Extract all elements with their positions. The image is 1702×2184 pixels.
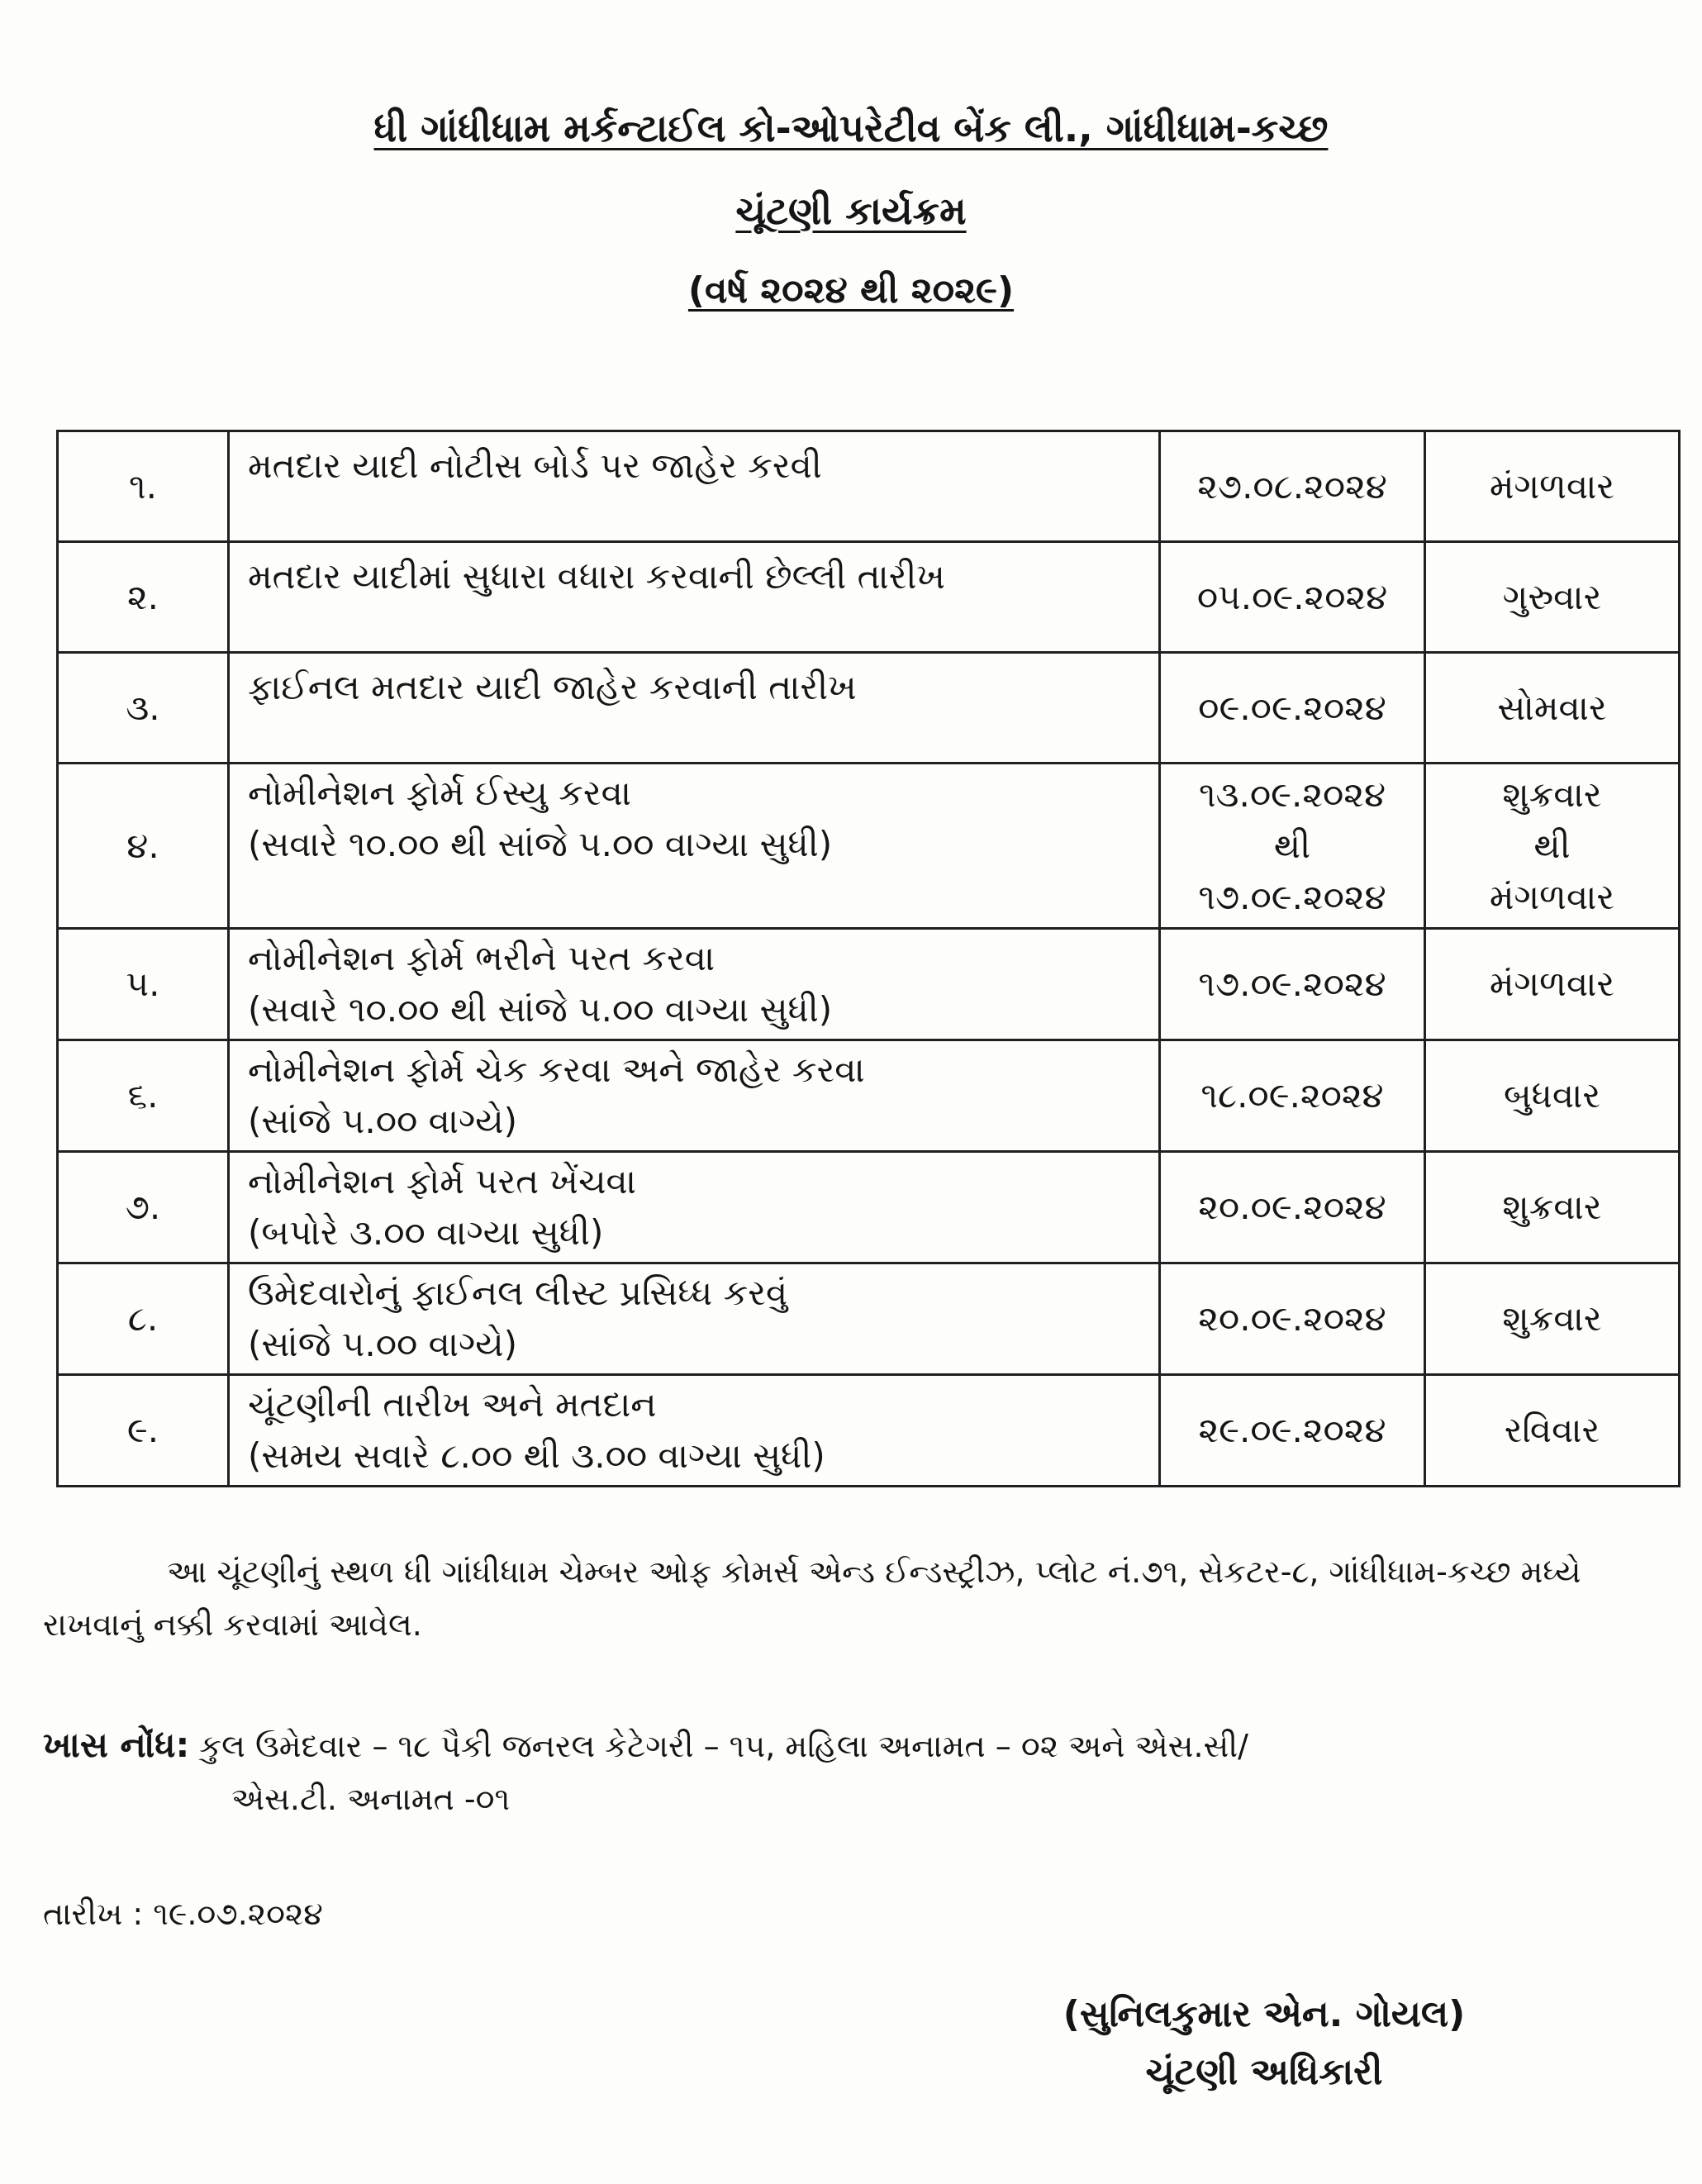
row-date: [1160, 653, 1425, 764]
special-note: [43, 1719, 1662, 1825]
row-number: ૫.: [58, 929, 229, 1040]
description-line: નોમીનેશન ફોર્મ ઈસ્યુ કરવા: [248, 773, 632, 813]
table-row: [58, 431, 1680, 542]
note-line-1: કુલ ઉમેદવાર – ૧૮ પૈકી જનરલ કેટેગરી – ૧૫, મહિલા અનામત – ૦૨ અને એસ.સી/: [189, 1728, 1248, 1764]
description-time: (સાંજે ૫.૦૦ વાગ્યે): [248, 1101, 517, 1141]
description-line: ચૂંટણીની તારીખ અને મતદાન: [248, 1384, 657, 1425]
row-number: ૨.: [58, 542, 229, 653]
row-description: [229, 1263, 1160, 1375]
table-row: [58, 1152, 1680, 1263]
row-number: ૪.: [58, 764, 229, 929]
row-date: [1160, 929, 1425, 1040]
row-date: [1160, 431, 1425, 542]
row-number: ૭.: [58, 1152, 229, 1263]
document-date: તારીખ : ૧૯.૦૭.૨૦૨૪: [43, 1896, 323, 1932]
date-line: ૨૦.૦૯.૨૦૨૪: [1198, 1187, 1386, 1227]
date-line: ૧૩.૦૯.૨૦૨૪: [1198, 773, 1386, 815]
date-line: ૧૭.૦૯.૨૦૨૪: [1198, 876, 1386, 917]
description-time: (સમય સવારે ૮.૦૦ થી ૩.૦૦ વાગ્યા સુધી): [248, 1435, 825, 1476]
row-weekday: [1425, 764, 1680, 929]
program-title: ચૂંટણી કાર્યક્રમ: [735, 188, 967, 233]
row-date: [1160, 1375, 1425, 1487]
description-time: (સવારે ૧૦.૦૦ થી સાંજે ૫.૦૦ વાગ્યા સુધી): [248, 989, 833, 1030]
row-number: ૬.: [58, 1040, 229, 1152]
row-weekday: [1425, 1040, 1680, 1152]
weekday-line: મંગળવાર: [1489, 964, 1615, 1004]
row-date: [1160, 1040, 1425, 1152]
table-row: [58, 764, 1680, 929]
date-line: ૦૯.૦૯.૨૦૨૪: [1198, 687, 1386, 728]
row-date: [1160, 542, 1425, 653]
weekday-line: શુક્રવાર: [1502, 773, 1602, 815]
date-line: થી: [1273, 825, 1311, 866]
row-description: [229, 1375, 1160, 1487]
table-row: [58, 929, 1680, 1040]
description-line: નોમીનેશન ફોર્મ ચેક કરવા અને જાહેર કરવા: [248, 1049, 865, 1090]
description-line: ઉમેદવારોનું ફાઈનલ લીસ્ટ પ્રસિધ્ધ કરવું: [248, 1273, 788, 1313]
table-row: [58, 542, 1680, 653]
table-row: [58, 1375, 1680, 1487]
row-description: [229, 653, 1160, 764]
date-line: ૨૭.૦૮.૨૦૨૪: [1197, 465, 1387, 507]
description-time: (સવારે ૧૦.૦૦ થી સાંજે ૫.૦૦ વાગ્યા સુધી): [248, 824, 833, 864]
weekday-line: ગુરુવાર: [1502, 576, 1602, 617]
table-row: [58, 1263, 1680, 1375]
note-line-2: એસ.ટી. અનામત -૦૧: [231, 1781, 511, 1817]
row-weekday: [1425, 431, 1680, 542]
date-line: ૨૦.૦૯.૨૦૨૪: [1198, 1298, 1386, 1339]
row-number: ૯.: [58, 1375, 229, 1487]
description-line: મતદાર યાદીમાં સુધારા વધારા કરવાની છેલ્લી તારીખ: [248, 556, 945, 597]
weekday-line: શુક્રવાર: [1502, 1298, 1602, 1339]
row-date: [1160, 764, 1425, 929]
date-line: ૨૯.૦૯.૨૦૨૪: [1198, 1410, 1386, 1450]
weekday-line: રવિવાર: [1504, 1410, 1600, 1450]
weekday-line: મંગળવાર: [1489, 876, 1615, 917]
row-description: [229, 1040, 1160, 1152]
weekday-line: સોમવાર: [1497, 687, 1607, 728]
date-line: ૧૭.૦૯.૨૦૨૪: [1198, 964, 1386, 1004]
row-description: [229, 764, 1160, 929]
weekday-line: થી: [1533, 825, 1571, 866]
officer-name: (સુનિલકુમાર એન. ગોયલ): [1063, 1993, 1466, 2035]
bank-title: ધી ગાંધીધામ મર્કન્ટાઈલ કો-ઓપરેટીવ બેંક લી., ગાંધીધામ-કચ્છ: [373, 106, 1329, 150]
description-line: મતદાર યાદી નોટીસ બોર્ડ પર જાહેર કરવી: [248, 445, 822, 486]
row-number: ૩.: [58, 653, 229, 764]
row-description: [229, 1152, 1160, 1263]
row-date: [1160, 1263, 1425, 1375]
row-weekday: [1425, 1263, 1680, 1375]
row-date: [1160, 1152, 1425, 1263]
row-description: [229, 929, 1160, 1040]
description-time: (બપોરે ૩.૦૦ વાગ્યા સુધી): [248, 1212, 604, 1253]
row-description: [229, 431, 1160, 542]
table-row: [58, 1040, 1680, 1152]
note-label: ખાસ નોંધ:: [43, 1725, 190, 1765]
weekday-line: મંગળવાર: [1489, 465, 1615, 507]
row-weekday: [1425, 929, 1680, 1040]
weekday-line: શુક્રવાર: [1502, 1187, 1602, 1227]
description-line: ફાઈનલ મતદાર યાદી જાહેર કરવાની તારીખ: [248, 667, 857, 707]
date-line: ૧૮.૦૯.૨૦૨૪: [1200, 1075, 1384, 1116]
row-description: [229, 542, 1160, 653]
row-number: ૧.: [58, 431, 229, 542]
election-period: (વર્ષ ૨૦૨૪ થી ૨૦૨૯): [687, 269, 1015, 312]
row-number: ૮.: [58, 1263, 229, 1375]
row-weekday: [1425, 1375, 1680, 1487]
venue-paragraph: આ ચૂંટણીનું સ્થળ ધી ગાંધીધામ ચેમ્બર ઓફ કોમર્સ એન્ડ ઈન્ડસ્ટ્રીઝ, પ્લોટ નં.૭૧, સેકટર-૮, ગાંધીધામ-કચ્છ મધ્યે રાખવાનું નક્કી કરવામાં આવેલ.: [43, 1554, 1581, 1643]
description-line: નોમીનેશન ફોર્મ ભરીને પરત કરવા: [248, 938, 716, 978]
officer-designation: ચૂંટણી અધિકારી: [1145, 2051, 1383, 2093]
description-line: નોમીનેશન ફોર્મ પરત ખેંચવા: [248, 1161, 637, 1201]
row-weekday: [1425, 1152, 1680, 1263]
weekday-line: બુધવાર: [1503, 1075, 1601, 1116]
election-schedule-table: [56, 430, 1681, 1487]
table-row: [58, 653, 1680, 764]
row-weekday: [1425, 542, 1680, 653]
date-line: ૦૫.૦૯.૨૦૨૪: [1196, 576, 1388, 617]
row-weekday: [1425, 653, 1680, 764]
description-time: (સાંજે ૫.૦૦ વાગ્યે): [248, 1324, 517, 1364]
